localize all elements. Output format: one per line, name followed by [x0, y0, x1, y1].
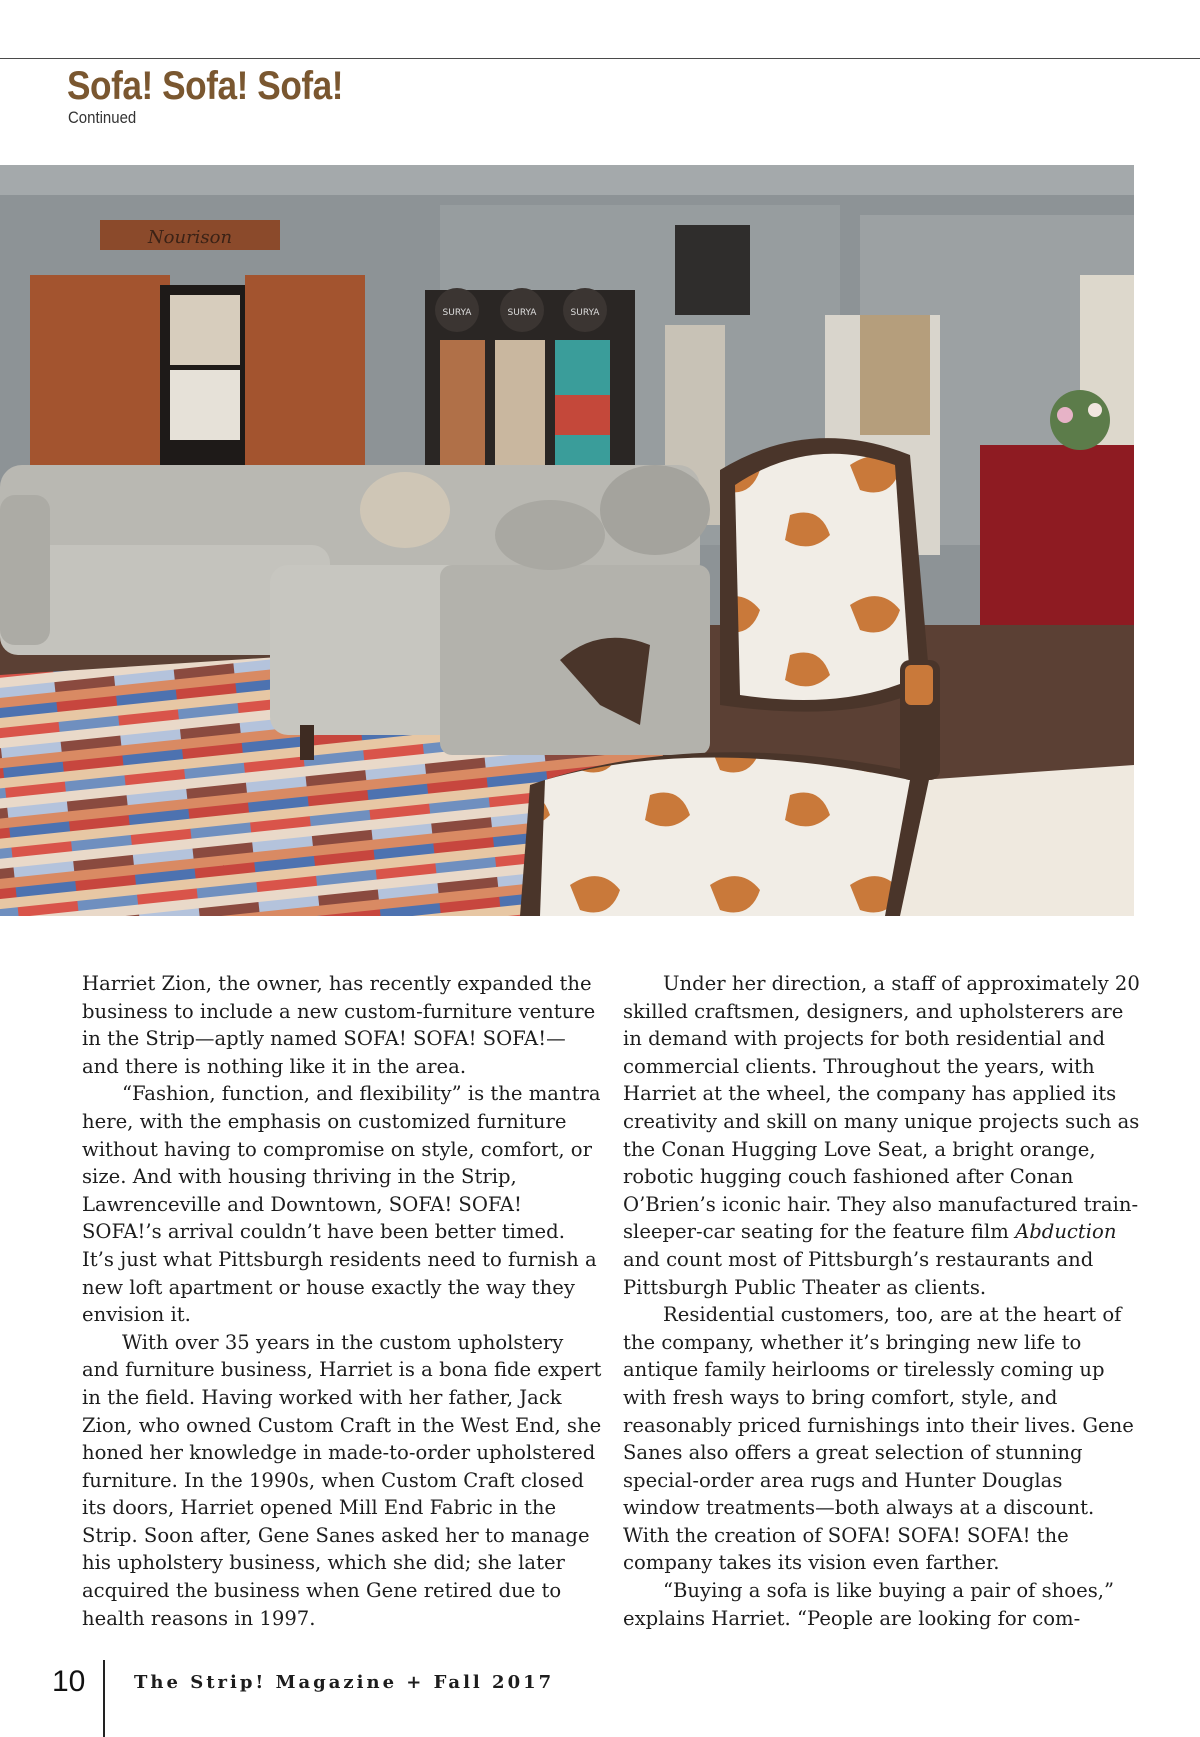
rack-logo-2: SURYA — [507, 308, 537, 318]
paragraph-text: and count most of Pittsburgh’s restaurants and Pittsburgh Public Theater as clients. — [623, 1247, 1094, 1299]
showroom-photo — [0, 165, 1134, 916]
paragraph — [623, 970, 1143, 1301]
publication-footer: The Strip! Magazine + Fall 2017 — [134, 1672, 555, 1693]
film-title: Abduction — [1015, 1220, 1117, 1244]
showroom-illustration — [0, 165, 1134, 916]
article-column-left — [82, 970, 602, 1632]
paragraph: “Buying a sofa is like buying a pair of shoes,” explains Harriet. “People are looking for com- — [623, 1579, 1114, 1630]
top-rule — [0, 58, 1200, 59]
continued-label: Continued — [68, 108, 137, 127]
display-sign-text: Nourison — [147, 227, 233, 248]
article-title: Sofa! Sofa! Sofa! — [67, 64, 344, 108]
paragraph-text: Under her direction, a staff of approximately 20 skilled craftsmen, designers, and upholsterers are in demand with projects for both residential and commercial clients. Throughout the years, with Harriet at the wheel, the company has applied its creativity and skill on many unique projects such as the Conan Hugging Love Seat, a bright orange, robotic hugging couch fashioned after Conan O’Brien’s iconic hair. They also manufactured train-sleeper-car seating for the feature film — [623, 972, 1140, 1244]
paragraph: Harriet Zion, the owner, has recently expanded the business to include a new custom-furniture venture in the Strip—aptly named SOFA! SOFA! SOFA!—and there is nothing like it in the area. — [82, 972, 596, 1078]
rack-logo-3: SURYA — [570, 308, 600, 318]
page-number: 10 — [52, 1665, 86, 1698]
paragraph: “Fashion, function, and flexibility” is the mantra here, with the emphasis on customized furniture without having to compromise on style, comfort, or size. And with housing thriving in the Strip, Lawrenceville and Downtown, SOFA! SOFA! SOFA!’s arrival couldn’t have been better timed. It’s just what Pittsburgh residents need to furnish a new loft apartment or house exactly the way they envision it. — [82, 1082, 601, 1327]
rack-logo-1: SURYA — [442, 308, 472, 318]
paragraph: Residential customers, too, are at the heart of the company, whether it’s bringing new life to antique family heirlooms or tirelessly coming up with fresh ways to bring comfort, style, and reasonably priced furnishings into their lives. Gene Sanes also offers a great selection of stunning special-order area rugs and Hunter Douglas window treatments—both always at a discount. With the creation of SOFA! SOFA! SOFA! the company takes its vision even farther. — [623, 1303, 1134, 1575]
paragraph: With over 35 years in the custom upholstery and furniture business, Harriet is a bona fide expert in the field. Having worked with her father, Jack Zion, who owned Custom Craft in the West End, she honed her knowledge in made-to-order upholstered furniture. In the 1990s, when Custom Craft closed its doors, Harriet opened Mill End Fabric in the Strip. Soon after, Gene Sanes asked her to manage his upholstery business, which she did; she later acquired the business when Gene retired due to health reasons in 1997. — [82, 1330, 602, 1630]
footer-divider — [103, 1660, 105, 1737]
article-column-right — [623, 970, 1143, 1632]
